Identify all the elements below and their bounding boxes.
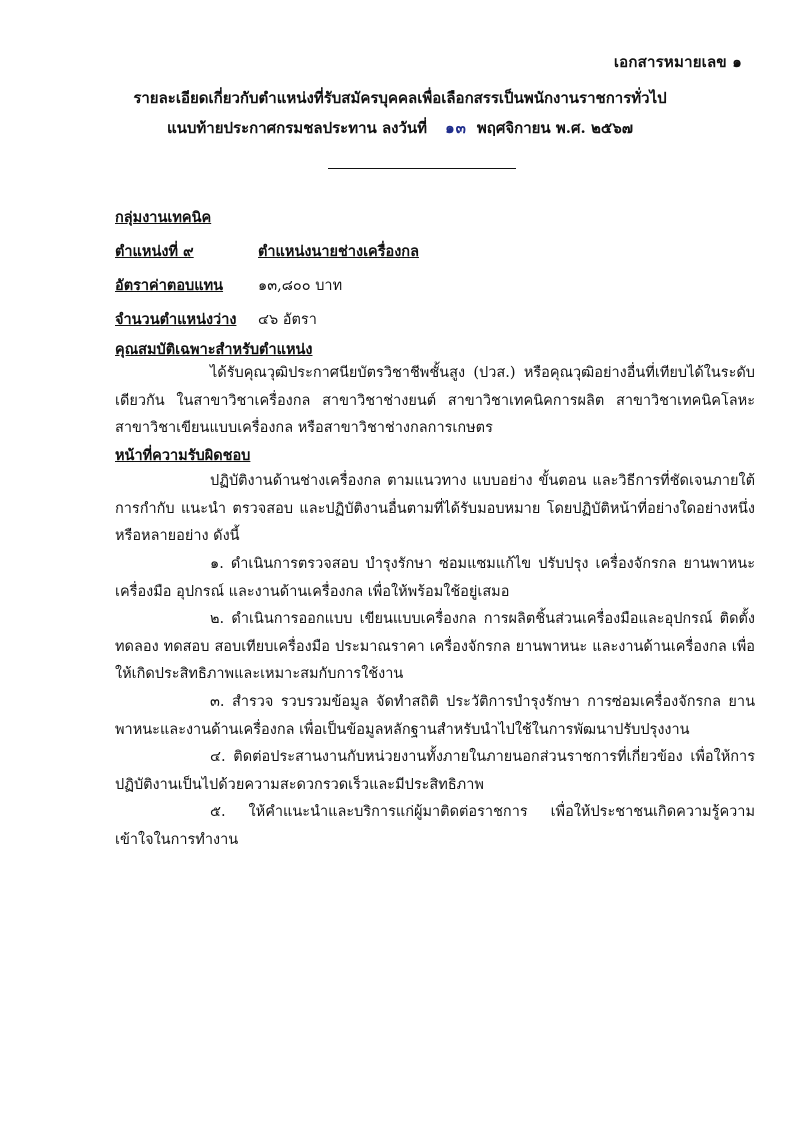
qualification-heading: คุณสมบัติเฉพาะสำหรับตำแหน่ง <box>115 341 313 358</box>
announcement-month-year: พฤศจิกายน พ.ศ. ๒๕๖๗ <box>476 119 634 137</box>
announcement-day: ๑๓ <box>445 119 467 137</box>
duty-item: ๑. ดำเนินการตรวจสอบ บำรุงรักษา ซ่อมแซมแก้ไข ปรับปรุง เครื่องจักรกล ยานพาหนะ เครื่องมือ อุปกรณ์ และงานด้านเครื่องกล เพื่อให้พร้อมใช้อยู่เสมอ <box>115 556 755 600</box>
duties-intro: ปฏิบัติงานด้านช่างเครื่องกล ตามแนวทาง แบบอย่าง ขั้นตอน และวิธีการที่ชัดเจนภายใต้การกำกับ แนะนำ ตรวจสอบ และปฏิบัติงานอื่นตามที่ได้รับมอบหมาย โดยปฏิบัติหน้าที่อย่างใดอย่างหนึ่งหรือหลายอย่าง ดังนี้ <box>115 473 755 544</box>
title-divider <box>328 168 516 169</box>
salary-value: ๑๓,๘๐๐ บาท <box>258 278 343 294</box>
salary-row <box>115 274 342 297</box>
duty-item: ๔. ติดต่อประสานงานกับหน่วยงานทั้งภายในภายนอกส่วนราชการที่เกี่ยวข้อง เพื่อให้การปฏิบัติงานเป็นไปด้วยความสะดวกรวดเร็วและมีประสิทธิภาพ <box>115 749 755 793</box>
vacancy-label: จำนวนตำแหน่งว่าง <box>115 311 237 328</box>
document-title: รายละเอียดเกี่ยวกับตำแหน่งที่รับสมัครบุคคลเพื่อเลือกสรรเป็นพนักงานราชการทั่วไป <box>133 89 667 107</box>
duty-item: ๒. ดำเนินการออกแบบ เขียนแบบเครื่องกล การผลิตชิ้นส่วนเครื่องมือและอุปกรณ์ ติดตั้ง ทดลอง ทดสอบ สอบเทียบเครื่องมือ ประมาณราคา เครื่องจักรกล ยานพาหนะ และงานด้านเครื่องกล เพื่อให้เกิดประสิทธิภาพและเหมาะสมกับการใช้งาน <box>115 611 755 682</box>
duty-item: ๓. สำรวจ รวบรวมข้อมูล จัดทำสถิติ ประวัติการบำรุงรักษา การซ่อมเครื่องจักรกล ยานพาหนะและงานด้านเครื่องกล เพื่อเป็นข้อมูลหลักฐานสำหรับนำไปใช้ในการพัฒนาปรับปรุงงาน <box>115 694 755 738</box>
position-number-label: ตำแหน่งที่ ๙ <box>115 243 194 260</box>
vacancy-row <box>115 308 317 331</box>
position-row <box>115 240 419 263</box>
document-subtitle <box>0 118 800 138</box>
document-number: เอกสารหมายเลข ๑ <box>613 53 742 71</box>
vacancy-value: ๔๖ อัตรา <box>258 312 317 328</box>
duty-item: ๕. ให้คำแนะนำและบริการแก่ผู้มาติดต่อราชการ เพื่อให้ประชาชนเกิดความรู้ความเข้าใจในการทำงาน <box>115 804 755 848</box>
group-heading: กลุ่มงานเทคนิค <box>115 209 212 226</box>
duties-heading: หน้าที่ความรับผิดชอบ <box>115 447 251 464</box>
announcement-reference: แนบท้ายประกาศกรมชลประทาน ลงวันที่ <box>166 119 428 137</box>
position-name: ตำแหน่งนายช่างเครื่องกล <box>258 243 419 260</box>
salary-label: อัตราค่าตอบแทน <box>115 277 224 294</box>
qualification-text: ได้รับคุณวุฒิประกาศนียบัตรวิชาชีพชั้นสูง (ปวส.) หรือคุณวุฒิอย่างอื่นที่เทียบได้ในระดับเดียวกัน ในสาขาวิชาเครื่องกล สาขาวิชาช่างยนต์ สาขาวิชาเทคนิคการผลิต สาขาวิชาเทคนิคโลหะ สาขาวิชาเขียนแบบเครื่องกล หรือสาขาวิชาช่างกลการเกษตร <box>115 365 755 436</box>
